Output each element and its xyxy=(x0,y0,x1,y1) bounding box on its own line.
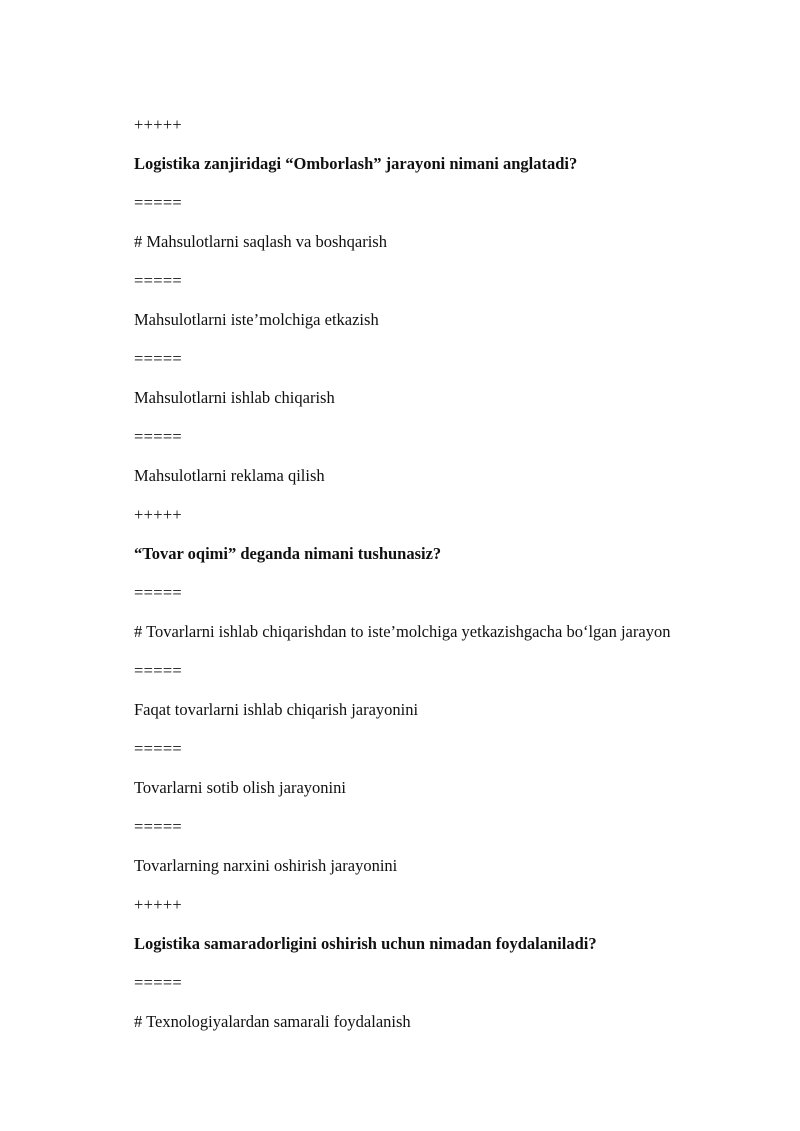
answer-separator: ===== xyxy=(134,427,183,446)
answer-separator: ===== xyxy=(134,271,183,290)
question-text: Logistika samaradorligini oshirish uchun nimadan foydalaniladi? xyxy=(134,934,597,953)
answer-separator: ===== xyxy=(134,193,183,212)
answer-option: Mahsulotlarni reklama qilish xyxy=(134,466,325,485)
answer-separator: ===== xyxy=(134,349,183,368)
answer-option: Faqat tovarlarni ishlab chiqarish jarayonini xyxy=(134,700,419,719)
question-delimiter: +++++ xyxy=(134,895,183,914)
document-body xyxy=(134,114,774,1050)
answer-separator: ===== xyxy=(134,739,183,758)
answer-option: Tovarlarning narxini oshirish jarayonini xyxy=(134,856,398,875)
answer-separator: ===== xyxy=(134,817,183,836)
question-text: “Tovar oqimi” deganda nimani tushunasiz? xyxy=(134,544,442,563)
answer-option-correct: # Tovarlarni ishlab chiqarishdan to iste’molchiga yetkazishgacha bo‘lgan jarayon xyxy=(134,622,671,641)
question-text: Logistika zanjiridagi “Omborlash” jarayoni nimani anglatadi? xyxy=(134,154,578,173)
answer-separator: ===== xyxy=(134,661,183,680)
answer-separator: ===== xyxy=(134,583,183,602)
question-delimiter: +++++ xyxy=(134,115,183,134)
answer-option-correct: # Texnologiyalardan samarali foydalanish xyxy=(134,1012,411,1031)
answer-option: Tovarlarni sotib olish jarayonini xyxy=(134,778,346,797)
answer-option: Mahsulotlarni ishlab chiqarish xyxy=(134,388,335,407)
answer-option-correct: # Mahsulotlarni saqlash va boshqarish xyxy=(134,232,387,251)
question-delimiter: +++++ xyxy=(134,505,183,524)
answer-separator: ===== xyxy=(134,973,183,992)
answer-option: Mahsulotlarni iste’molchiga etkazish xyxy=(134,310,379,329)
